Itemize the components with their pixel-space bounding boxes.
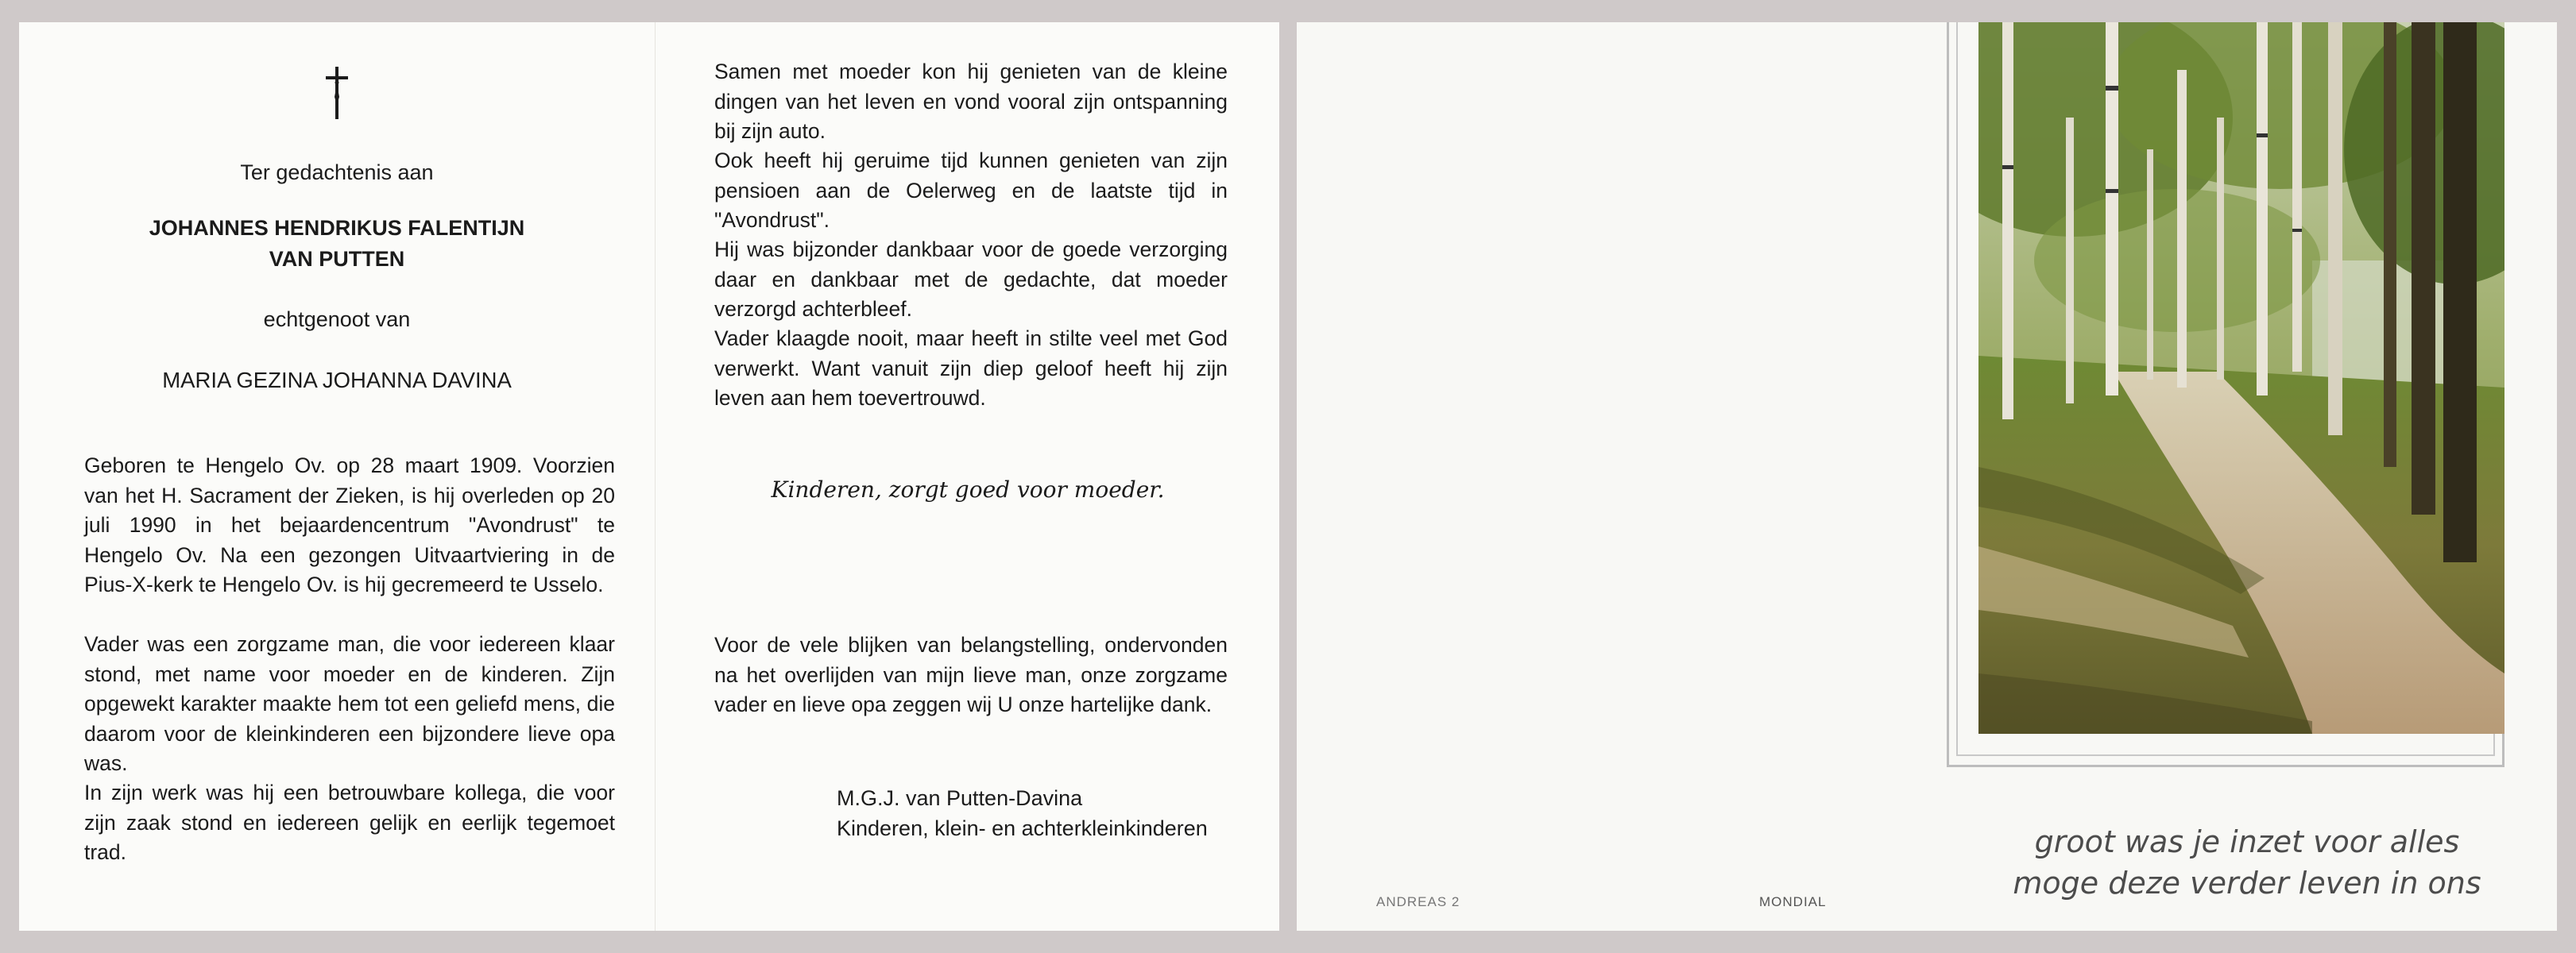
heading: Ter gedachtenis aan [240, 160, 434, 184]
hobbies-paragraph: Samen met moeder kon hij genieten van de kleine dingen van het leven en vond vooral zijn ontspanning bij zijn auto. [714, 60, 1228, 143]
spouse-label: echtgenoot van [263, 307, 411, 331]
memorial-card-outside [1297, 22, 2557, 931]
memorial-card-inside [19, 22, 1279, 931]
intro-panel [19, 22, 655, 931]
biography-paragraph: Geboren te Hengelo Ov. op 28 maart 1909. Voorzien van het H. Sacrament der Zieken, is hij overleden op 20 juli 1990 in het bejaardencentrum "Avondrust" te Hengelo Ov. Na een gezongen Uitvaartviering in de Pius-X-kerk te Hengelo Ov. is hij gecremeerd te Usselo. [84, 453, 615, 596]
character-paragraph: Vader was een zorgzame man, die voor iedereen klaar stond, met name voor moeder en de kinderen. Zijn opgewekt karakter maakte hem tot een geliefd mens, die daarom voor de kleinkinderen een bijzondere lieve opa was. [84, 632, 615, 775]
verse-line-2: moge deze verder leven in ons [2013, 866, 2481, 901]
crucifix-icon [321, 65, 353, 121]
verse-line-1: groot was je inzet voor alles [2034, 824, 2460, 859]
deceased-name-line2: VAN PUTTEN [269, 247, 405, 271]
spouse-name: MARIA GEZINA JOHANNA DAVINA [162, 368, 512, 392]
print-code: ANDREAS 2 [1376, 894, 1460, 909]
text-panel [655, 22, 1279, 931]
faith-paragraph: Vader klaagde nooit, maar heeft in stilte veel met God verwerkt. Want vanuit zijn diep geloof heeft hij zijn leven aan hem toevertrouwd. [714, 326, 1228, 410]
forest-path-photo [1978, 22, 2504, 734]
gratitude-paragraph: Hij was bijzonder dankbaar voor de goede verzorging daar en dankbaar met de gedachte, dat moeder verzorgd achterbleef. [714, 237, 1228, 321]
signature-name: M.G.J. van Putten-Davina [837, 786, 1083, 810]
signature-family: Kinderen, klein- en achterkleinkinderen [837, 816, 1208, 840]
thanks-paragraph: Voor de vele blijken van belangstelling, ondervonden na het overlijden van mijn lieve man, onze zorgzame vader en lieve opa zeggen wij U onze hartelijke dank. [714, 633, 1228, 716]
motto: Kinderen, zorgt goed voor moeder. [771, 476, 1165, 503]
work-paragraph: In zijn werk was hij een betrouwbare kollega, die voor zijn zaak stond en iedereen gelijk en eerlijk tegemoet trad. [84, 781, 615, 864]
deceased-name-line1: JOHANNES HENDRIKUS FALENTIJN [149, 216, 525, 240]
pension-paragraph: Ook heeft hij geruime tijd kunnen genieten van zijn pensioen aan de Oelerweg en de laatste tijd in "Avondrust". [714, 149, 1228, 232]
publisher-mark: MONDIAL [1759, 894, 1827, 909]
